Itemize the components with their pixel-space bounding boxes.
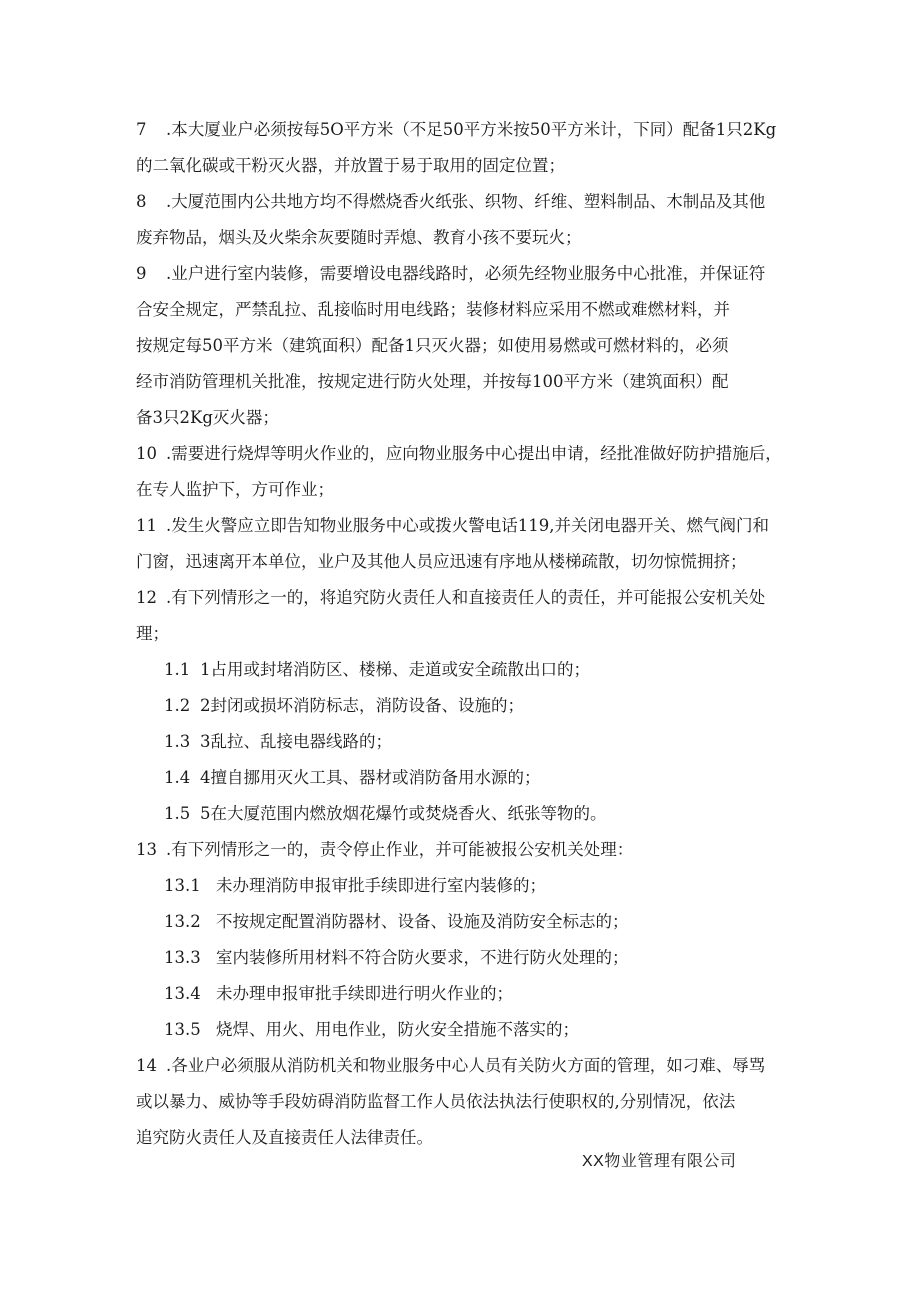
clause-number: 13 xyxy=(136,840,157,859)
clause-line: .有下列情形之一的，将追究防火责任人和直接责任人的责任，并可能报公安机关处 xyxy=(166,588,766,607)
clause-9 xyxy=(136,256,796,436)
clause-line: 门窗，迅速离开本单位，业户及其他人员应迅速有序地从楼梯疏散，切勿惊慌拥挤； xyxy=(136,552,747,571)
subclause-13-2 xyxy=(164,904,629,940)
subclause-number: 13.1 xyxy=(164,876,201,895)
clause-number: 7 xyxy=(136,120,147,139)
subclause-text: 未办理消防申报审批手续即进行室内装修的； xyxy=(216,876,546,895)
clause-line: 废弃物品，烟头及火柴余灰要随时弄熄、教育小孩不要玩火； xyxy=(136,228,582,247)
clause-number: 10 xyxy=(136,444,157,463)
subclause-number: 1.2 xyxy=(164,696,191,715)
subclause-text: 不按规定配置消防器材、设备、设施及消防安全标志的； xyxy=(216,912,629,931)
clause-line: 追究防火责任人及直接责任人法律责任。 xyxy=(136,1128,433,1147)
clause-8 xyxy=(136,184,796,256)
subclause-text: 3乱拉、乱接电器线路的； xyxy=(200,732,392,751)
subclause-13-5 xyxy=(164,1012,579,1048)
clause-line: .需要进行烧焊等明火作业的，应向物业服务中心提出申请，经批准做好防护措施后， xyxy=(166,444,782,463)
clause-number: 12 xyxy=(136,588,157,607)
subclause-number: 13.2 xyxy=(164,912,201,931)
subclause-text: 烧焊、用火、用电作业，防火安全措施不落实的； xyxy=(216,1020,579,1039)
clause-line: 经市消防管理机关批准，按规定进行防火处理，并按每100平方米（建筑面积）配 xyxy=(136,372,729,391)
clause-number: 14 xyxy=(136,1056,157,1075)
subclause-text: 2封闭或损坏消防标志，消防设备、设施的； xyxy=(200,696,524,715)
clause-line: .各业户必须服从消防机关和物业服务中心人员有关防火方面的管理，如刁难、辱骂 xyxy=(166,1056,766,1075)
subclause-13-1 xyxy=(164,868,546,904)
subclause-text: 1占用或封堵消防区、楼梯、走道或安全疏散出口的； xyxy=(200,660,590,679)
clause-number: 11 xyxy=(136,516,157,535)
clause-line: 在专人监护下，方可作业； xyxy=(136,480,334,499)
subclause-13-3 xyxy=(164,940,629,976)
clause-line: .有下列情形之一的，责令停止作业，并可能被报公安机关处理： xyxy=(166,840,634,859)
clause-line: 合安全规定，严禁乱拉、乱接临时用电线路；装修材料应采用不燃或难燃材料，并 xyxy=(136,300,730,319)
subclause-text: 4擅自挪用灭火工具、器材或消防备用水源的； xyxy=(200,768,541,787)
subclause-text: 室内装修所用材料不符合防火要求，不进行防火处理的； xyxy=(216,948,629,967)
subclause-text: 未办理申报审批手续即进行明火作业的； xyxy=(216,984,513,1003)
clause-line: 理； xyxy=(136,624,169,643)
clause-number: 8 xyxy=(136,192,147,211)
clause-11 xyxy=(136,508,796,580)
subclause-1-1 xyxy=(164,652,590,688)
subclause-1-4 xyxy=(164,760,541,796)
clause-line: .本大厦业户必须按每5O平方米（不足50平方米按50平方米计，下同）配备1只2Kg xyxy=(166,120,777,139)
clause-line: 的二氧化碳或干粉灭火器，并放置于易于取用的固定位置； xyxy=(136,156,565,175)
clause-line: 备3只2Kg灭火器； xyxy=(136,408,279,427)
subclause-1-3 xyxy=(164,724,392,760)
clause-number: 9 xyxy=(136,264,147,283)
clause-line: .大厦范围内公共地方均不得燃烧香火纸张、织物、纤维、塑料制品、木制品及其他 xyxy=(166,192,766,211)
clause-line: 或以暴力、威协等手段妨碍消防监督工作人员依法执法行使职权的,分别情况，依法 xyxy=(136,1092,736,1111)
clause-12 xyxy=(136,580,796,652)
subclause-1-2 xyxy=(164,688,524,724)
clause-7 xyxy=(136,112,796,184)
subclause-number: 13.3 xyxy=(164,948,201,967)
subclause-number: 1.1 xyxy=(164,660,191,679)
subclause-number: 13.5 xyxy=(164,1020,201,1039)
subclause-number: 13.4 xyxy=(164,984,201,1003)
subclause-number: 1.4 xyxy=(164,768,191,787)
clause-10 xyxy=(136,436,796,508)
clause-14 xyxy=(136,1048,796,1156)
company-signature: XX物业管理有限公司 xyxy=(582,1153,737,1170)
clause-13 xyxy=(136,832,796,868)
clause-line: .业户进行室内装修，需要增设电器线路时，必须先经物业服务中心批准，并保证符 xyxy=(166,264,766,283)
subclause-number: 1.3 xyxy=(164,732,191,751)
clause-line: .发生火警应立即告知物业服务中心或拨火警电话119,并关闭电器开关、燃气阀门和 xyxy=(166,516,769,535)
subclause-number: 1.5 xyxy=(164,804,191,823)
subclause-text: 5在大厦范围内燃放烟花爆竹或焚烧香火、纸张等物的。 xyxy=(200,804,607,823)
subclause-1-5 xyxy=(164,796,607,832)
subclause-13-4 xyxy=(164,976,513,1012)
clause-line: 按规定每50平方米（建筑面积）配备1只灭火器；如使用易燃或可燃材料的，必须 xyxy=(136,336,729,355)
